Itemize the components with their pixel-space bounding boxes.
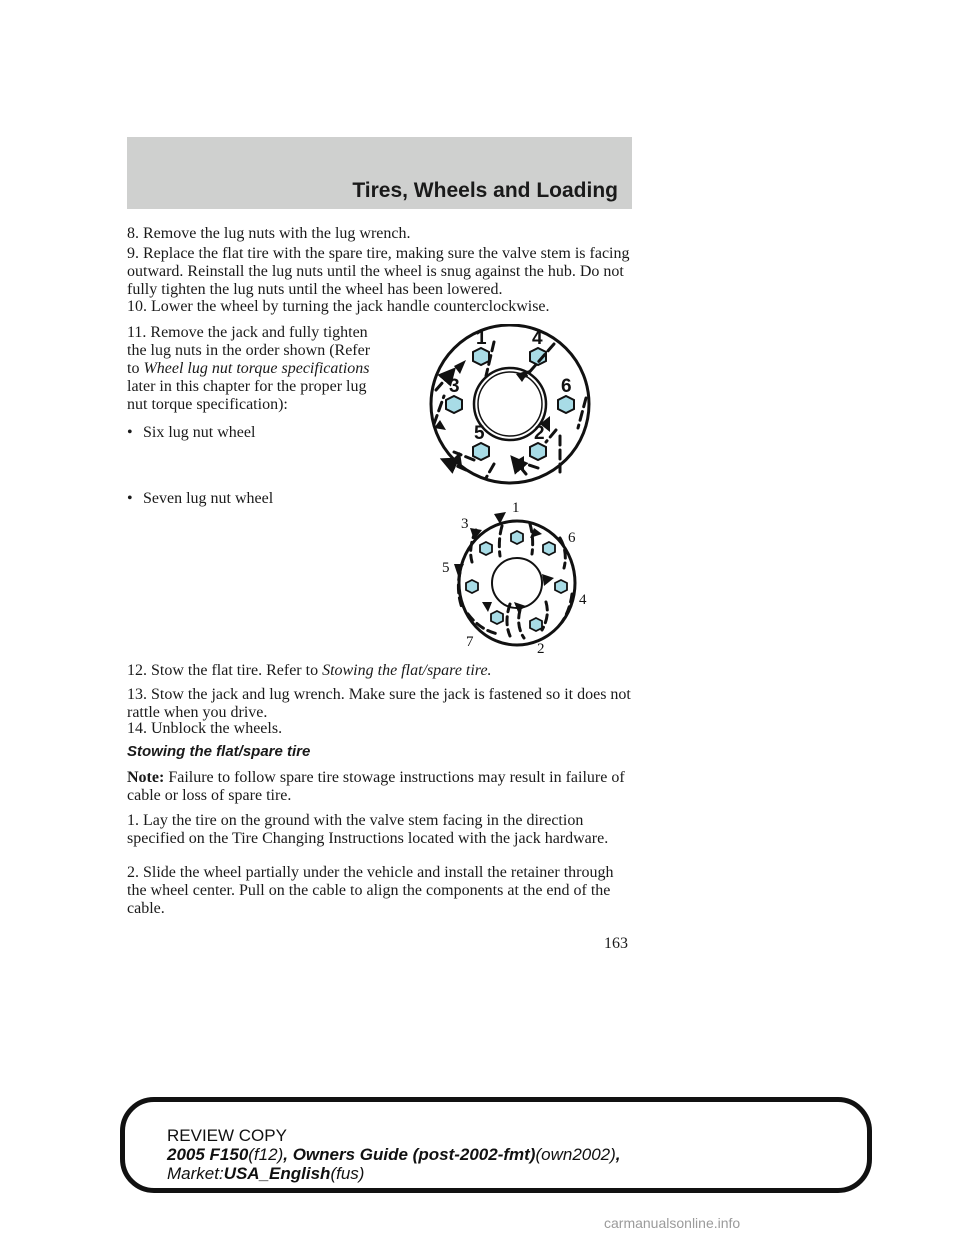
stowing-heading: Stowing the flat/spare tire: [127, 743, 311, 760]
model-code: (f12): [248, 1145, 284, 1164]
step-11-text-end: later in this chapter for the proper lug nut torque specification):: [127, 378, 367, 413]
lug-nut: [466, 580, 478, 593]
sequence-number: 1: [476, 328, 487, 349]
lug-nut: [543, 542, 555, 555]
sequence-arrow: [499, 526, 502, 556]
step-11: [127, 324, 372, 414]
sequence-arrow: [578, 398, 586, 428]
market-code: (fus): [330, 1164, 365, 1183]
market-line: [167, 1164, 621, 1183]
arrowhead: [454, 360, 466, 374]
lug-torque-link[interactable]: Wheel lug nut torque specifications: [143, 360, 370, 377]
market-label: Market:: [167, 1164, 224, 1183]
step-12: [127, 662, 637, 680]
review-copy-label: REVIEW COPY: [167, 1126, 287, 1145]
sequence-arrow: [519, 610, 524, 638]
publication-line: [167, 1145, 621, 1164]
section-title: Tires, Wheels and Loading: [352, 179, 618, 202]
sequence-number: 5: [442, 560, 450, 576]
sequence-number: 4: [532, 328, 543, 349]
sequence-arrow: [560, 538, 565, 568]
step-9: 9. Replace the flat tire with the spare tire, making sure the valve stem is facing outward. Reinstall the lug nuts until the wheel is snug against the hub. Do not fully tighten the lug nuts until the wheel has been lowered.: [127, 245, 630, 298]
lug-nut: [473, 443, 489, 460]
sequence-number: 1: [512, 500, 520, 516]
sequence-arrow: [436, 374, 450, 390]
note-text: Failure to follow spare tire stowage instructions may result in failure of cable or loss of spare tire.: [127, 769, 625, 804]
arrowhead: [542, 574, 554, 586]
lug-nut: [558, 396, 574, 413]
lug-nut: [511, 531, 523, 544]
sequence-number: 6: [568, 530, 576, 546]
sequence-arrow: [530, 524, 533, 554]
lug-nut: [491, 611, 503, 624]
bullet-seven-lug-label: Seven lug nut wheel: [143, 490, 274, 507]
sequence-arrow: [507, 604, 510, 636]
bullet-seven-lug: • Seven lug nut wheel: [127, 490, 274, 507]
stowing-step-2: 2. Slide the wheel partially under the vehicle and install the retainer through the wheel center. Pull on the cable to align the components at the end of the cable.: [127, 864, 614, 917]
note-label: Note:: [127, 769, 165, 786]
separator: ,: [615, 1145, 621, 1164]
sequence-number: 3: [449, 376, 460, 397]
step-14: 14. Unblock the wheels.: [127, 720, 283, 737]
lug-nut: [480, 542, 492, 555]
stowing-link[interactable]: Stowing the flat/spare tire.: [322, 662, 492, 679]
lug-nut: [530, 443, 546, 460]
step-8: 8. Remove the lug nuts with the lug wrench.: [127, 225, 411, 242]
sequence-number: 4: [579, 592, 587, 608]
sequence-number: 7: [466, 634, 474, 650]
section-header: [127, 137, 632, 209]
guide-code: (own2002): [535, 1145, 616, 1164]
sequence-number: 6: [561, 376, 572, 397]
sequence-number: 2: [537, 641, 545, 657]
lug-nut: [555, 580, 567, 593]
lug-nut: [446, 396, 462, 413]
step-10: 10. Lower the wheel by turning the jack handle counterclockwise.: [127, 298, 550, 315]
sequence-arrow: [546, 430, 556, 442]
arrowhead: [516, 370, 530, 382]
bullet-six-lug: • Six lug nut wheel: [127, 424, 256, 441]
lug-nut: [530, 618, 542, 631]
watermark: carmanualsonline.info: [604, 1215, 741, 1231]
sequence-arrow: [434, 396, 444, 424]
step-13: 13. Stow the jack and lug wrench. Make sure the jack is fastened so it does not rattle when you drive.: [127, 686, 631, 721]
six-lug-nut-diagram: [426, 324, 594, 486]
sequence-number: 2: [534, 423, 545, 444]
market-value: USA_English: [223, 1164, 331, 1183]
step-12-text: 12. Stow the flat tire. Refer to: [127, 662, 319, 679]
guide-name: , Owners Guide (post-2002-fmt): [283, 1145, 536, 1164]
stowing-note: [127, 769, 637, 805]
sequence-arrow: [486, 464, 494, 478]
review-copy-footer: [120, 1097, 872, 1193]
sequence-number: 3: [461, 516, 469, 532]
page-number: 163: [604, 935, 628, 952]
stowing-step-1: 1. Lay the tire on the ground with the valve stem facing in the direction specified on the Tire Changing Instructions located with the jack hardware.: [127, 812, 609, 847]
seven-lug-nut-diagram: [438, 498, 598, 658]
sequence-number: 5: [474, 423, 485, 444]
bullet-six-lug-label: Six lug nut wheel: [143, 424, 256, 441]
model-name: 2005 F150: [167, 1145, 249, 1164]
arrowhead: [482, 602, 492, 612]
lug-nut: [473, 348, 489, 365]
step-11-text: 11. Remove the jack and fully tighten the lug nuts in the order shown (Refer to: [127, 324, 371, 377]
